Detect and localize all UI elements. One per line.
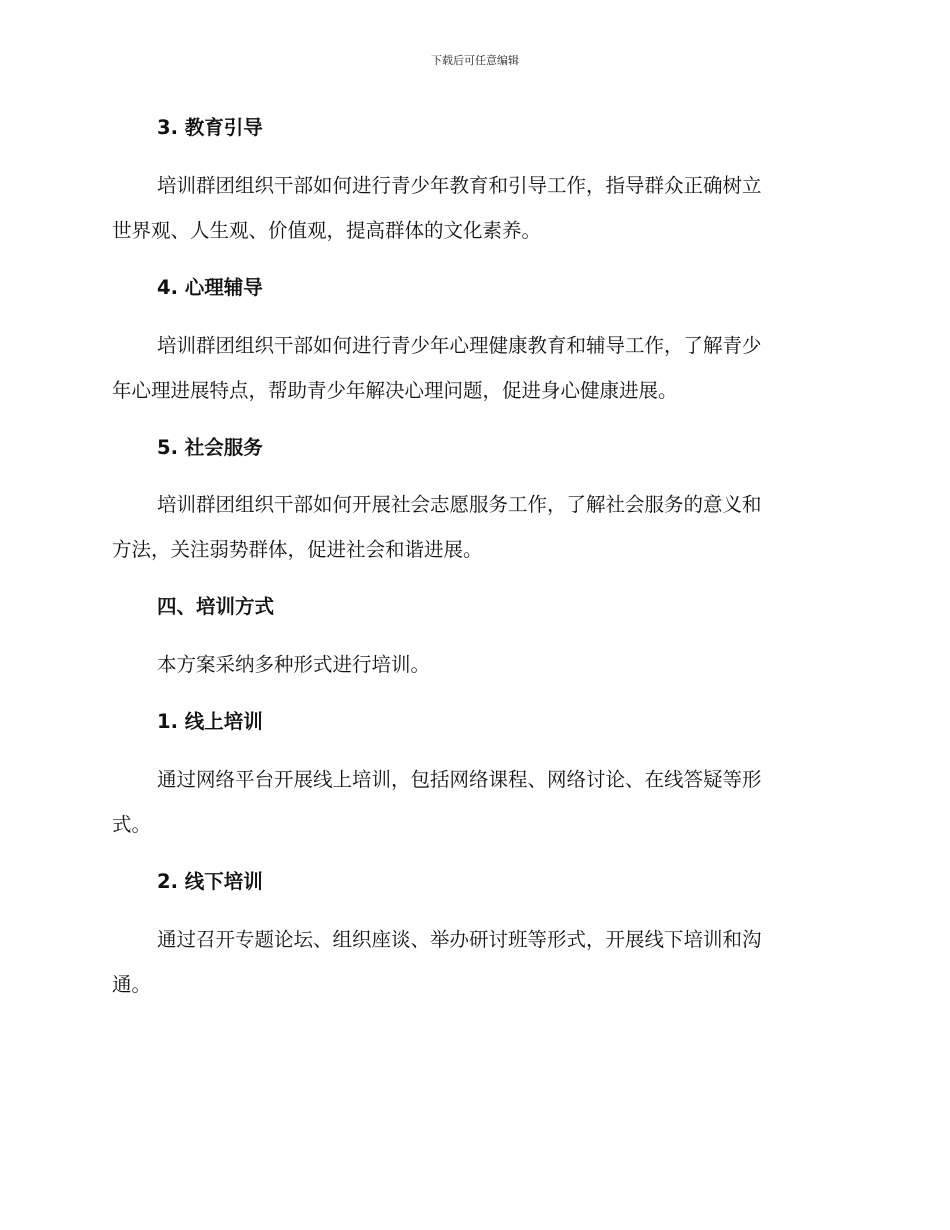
page-header: 下载后可任意编辑 xyxy=(431,54,519,67)
section-heading-training-methods: 四、培训方式 xyxy=(157,595,275,618)
paragraph-line: 式。 xyxy=(112,813,152,836)
paragraph-line: 培训群团组织干部如何进行青少年教育和引导工作，指导群众正确树立 xyxy=(157,174,762,197)
paragraph-line: 通。 xyxy=(112,973,152,996)
paragraph-line: 方法，关注弱势群体，促进社会和谐进展。 xyxy=(112,538,483,561)
paragraph-line: 本方案采纳多种形式进行培训。 xyxy=(157,653,431,676)
paragraph-line: 世界观、人生观、价值观，提高群体的文化素养。 xyxy=(112,219,542,242)
section-heading-online-training: 1. 线上培训 xyxy=(157,710,263,733)
paragraph-line: 年心理进展特点，帮助青少年解决心理问题，促进身心健康进展。 xyxy=(112,379,678,402)
section-heading-psychology: 4. 心理辅导 xyxy=(157,276,263,299)
section-heading-offline-training: 2. 线下培训 xyxy=(157,870,263,893)
section-heading-education: 3. 教育引导 xyxy=(157,116,263,139)
paragraph-line: 通过网络平台开展线上培训，包括网络课程、网络讨论、在线答疑等形 xyxy=(157,768,762,791)
paragraph-line: 培训群团组织干部如何开展社会志愿服务工作，了解社会服务的意义和 xyxy=(157,493,762,516)
paragraph-line: 培训群团组织干部如何进行青少年心理健康教育和辅导工作，了解青少 xyxy=(157,334,762,357)
paragraph-line: 通过召开专题论坛、组织座谈、举办研讨班等形式，开展线下培训和沟 xyxy=(157,928,762,951)
section-heading-social-service: 5. 社会服务 xyxy=(157,436,263,459)
